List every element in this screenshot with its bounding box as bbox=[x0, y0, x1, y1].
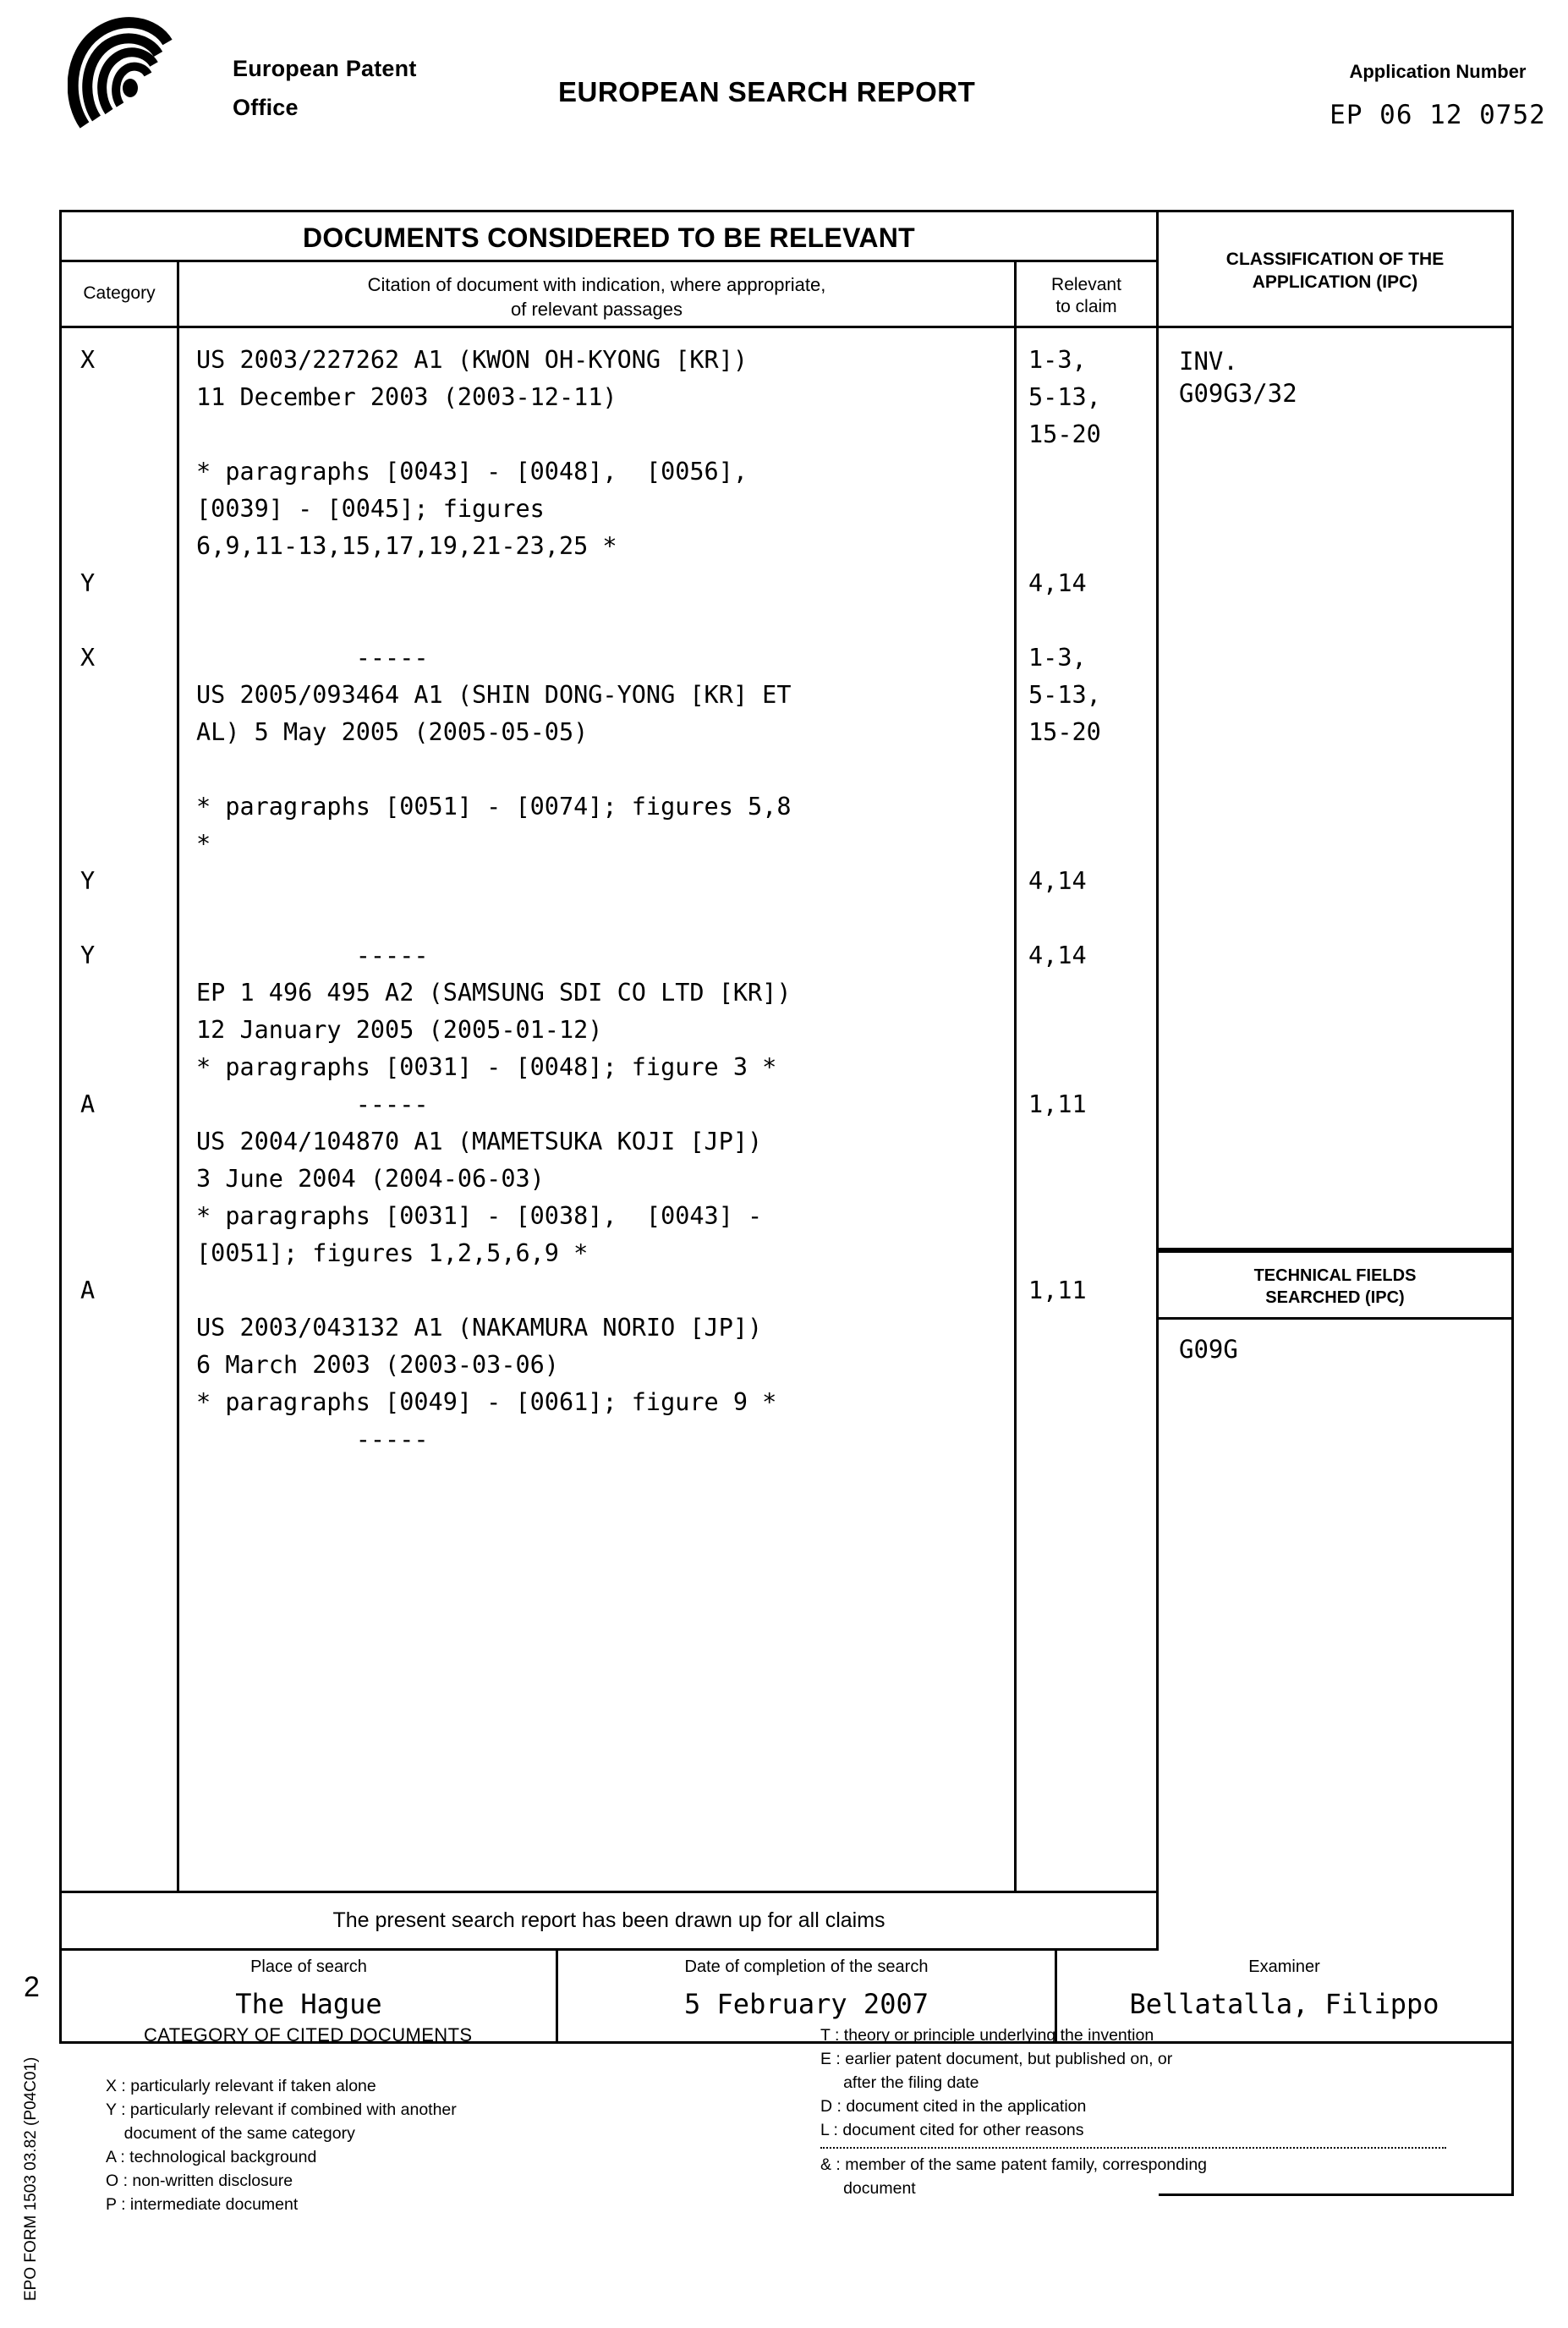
page-number: 2 bbox=[24, 1971, 40, 2003]
column-header-classification bbox=[1159, 210, 1514, 328]
place-of-search-value: The Hague bbox=[235, 1988, 382, 2020]
citation-column-text: US 2003/227262 A1 (KWON OH-KYONG [KR]) 11 December 2003 (2003-12-11) * paragraphs [0043] - [0048], [0056], [0039] - [0045]; figures 6,9,11-13,15,17,19,21-23,25 * ----- US 2005/093464 A1 (SHIN DONG-YONG [KR] ET AL) 5 May 2005 (2005-05-05) * paragraphs [0051] - [0074]; figures 5,8 * ----- EP 1 496 495 A2 (SAMSUNG SDI CO LTD [KR]) 12 January 2005 (2005-01-12) * paragraphs [0031] - [0048]; figure 3 * ----- US 2004/104870 A1 (MAMETSUKA KOJI [JP]) 3 June 2004 (2004-06-03) * paragraphs [0031] - [0038], [0043] - [0051]; figures 1,2,5,6,9 * US 2003/043132 A1 (NAKAMURA NORIO [JP]) 6 March 2003 (2003-03-06) * paragraphs [0049] - [0061]; figure 9 * ----- bbox=[196, 346, 792, 1453]
column-header-citation bbox=[179, 262, 1017, 328]
application-number-value: EP 06 12 0752 bbox=[1330, 100, 1546, 130]
epo-logo-icon bbox=[68, 17, 186, 144]
legend-item-d: D : document cited in the application bbox=[820, 2097, 1087, 2116]
application-number-label: Application Number bbox=[1349, 61, 1527, 82]
office-name-line1: European Patent bbox=[233, 56, 417, 81]
legend-item-x: X : particularly relevant if taken alone bbox=[106, 2077, 376, 2095]
column-header-citation-line1: Citation of document with indication, where appropriate, bbox=[367, 274, 826, 295]
technical-fields-value: G09G bbox=[1179, 1335, 1238, 1364]
legend-item-e: E : earlier patent document, but published on, or bbox=[820, 2050, 1173, 2068]
column-header-citation-line2: of relevant passages bbox=[510, 299, 683, 320]
all-claims-note: The present search report has been drawn up for all claims bbox=[332, 1908, 885, 1932]
examiner-label: Examiner bbox=[1248, 1957, 1320, 1976]
place-of-search-label: Place of search bbox=[250, 1957, 367, 1976]
legend-item-o: O : non-written disclosure bbox=[106, 2172, 293, 2190]
legend-title: CATEGORY OF CITED DOCUMENTS bbox=[144, 2024, 473, 2045]
office-name bbox=[233, 49, 417, 127]
column-header-relevant-text bbox=[1017, 274, 1156, 318]
form-code-text: EPO FORM 1503 03.82 (P04C01) bbox=[22, 2056, 40, 2301]
legend-divider bbox=[820, 2147, 1446, 2149]
relevant-claims-column bbox=[1017, 328, 1159, 1893]
technical-fields-line2: SEARCHED (IPC) bbox=[1265, 1288, 1405, 1307]
relevant-claims-column-text: 1-3, 5-13, 15-20 4,14 1-3, 5-13, 15-20 4,14 4,14 1,11 1,11 bbox=[1028, 346, 1101, 1304]
citation-column bbox=[179, 328, 1017, 1893]
column-header-citation-text bbox=[179, 272, 1014, 321]
column-header-classification-line2: APPLICATION (IPC) bbox=[1252, 272, 1418, 292]
category-column-text: X Y X Y Y A A bbox=[80, 346, 96, 1304]
date-of-completion-label: Date of completion of the search bbox=[684, 1957, 929, 1976]
column-header-relevant-line1: Relevant bbox=[1051, 275, 1121, 294]
all-claims-row bbox=[59, 1893, 1159, 1951]
legend-left-column bbox=[106, 2074, 457, 2216]
page-title: EUROPEAN SEARCH REPORT bbox=[558, 76, 976, 107]
classification-ipc-text: INV. G09G3/32 bbox=[1179, 347, 1297, 408]
technical-fields-line1: TECHNICAL FIELDS bbox=[1253, 1266, 1417, 1285]
column-header-category-text: Category bbox=[83, 283, 156, 303]
documents-table-title bbox=[59, 210, 1159, 262]
category-legend bbox=[59, 2023, 1514, 2235]
technical-fields-header bbox=[1159, 1250, 1514, 1320]
category-column bbox=[59, 328, 179, 1893]
legend-item-y: Y : particularly relevant if combined with another bbox=[106, 2100, 457, 2119]
column-header-classification-line1: CLASSIFICATION OF THE bbox=[1225, 250, 1445, 269]
technical-fields-header-text bbox=[1159, 1265, 1511, 1309]
legend-item-a: A : technological background bbox=[106, 2148, 317, 2166]
date-of-completion-value: 5 February 2007 bbox=[684, 1988, 929, 2020]
office-name-line2: Office bbox=[233, 95, 299, 120]
legend-item-amp: & : member of the same patent family, corresponding bbox=[820, 2155, 1208, 2174]
legend-right-column bbox=[820, 2023, 1446, 2200]
legend-item-l: L : document cited for other reasons bbox=[820, 2121, 1084, 2139]
legend-item-y-cont: document of the same category bbox=[106, 2124, 355, 2143]
column-header-relevant bbox=[1017, 262, 1159, 328]
column-header-category bbox=[59, 262, 179, 328]
classification-column bbox=[1159, 328, 1514, 1250]
documents-table-title-text: DOCUMENTS CONSIDERED TO BE RELEVANT bbox=[302, 222, 916, 253]
documents-table bbox=[59, 210, 1514, 2020]
examiner-value: Bellatalla, Filippo bbox=[1129, 1988, 1439, 2020]
column-header-classification-text bbox=[1159, 248, 1511, 294]
column-header-relevant-line2: to claim bbox=[1055, 297, 1117, 316]
legend-item-e-cont: after the filing date bbox=[820, 2073, 979, 2092]
legend-item-t: T : theory or principle underlying the invention bbox=[820, 2026, 1154, 2045]
page-header bbox=[51, 8, 1546, 169]
legend-item-amp-cont: document bbox=[820, 2179, 916, 2198]
legend-item-p: P : intermediate document bbox=[106, 2195, 299, 2214]
